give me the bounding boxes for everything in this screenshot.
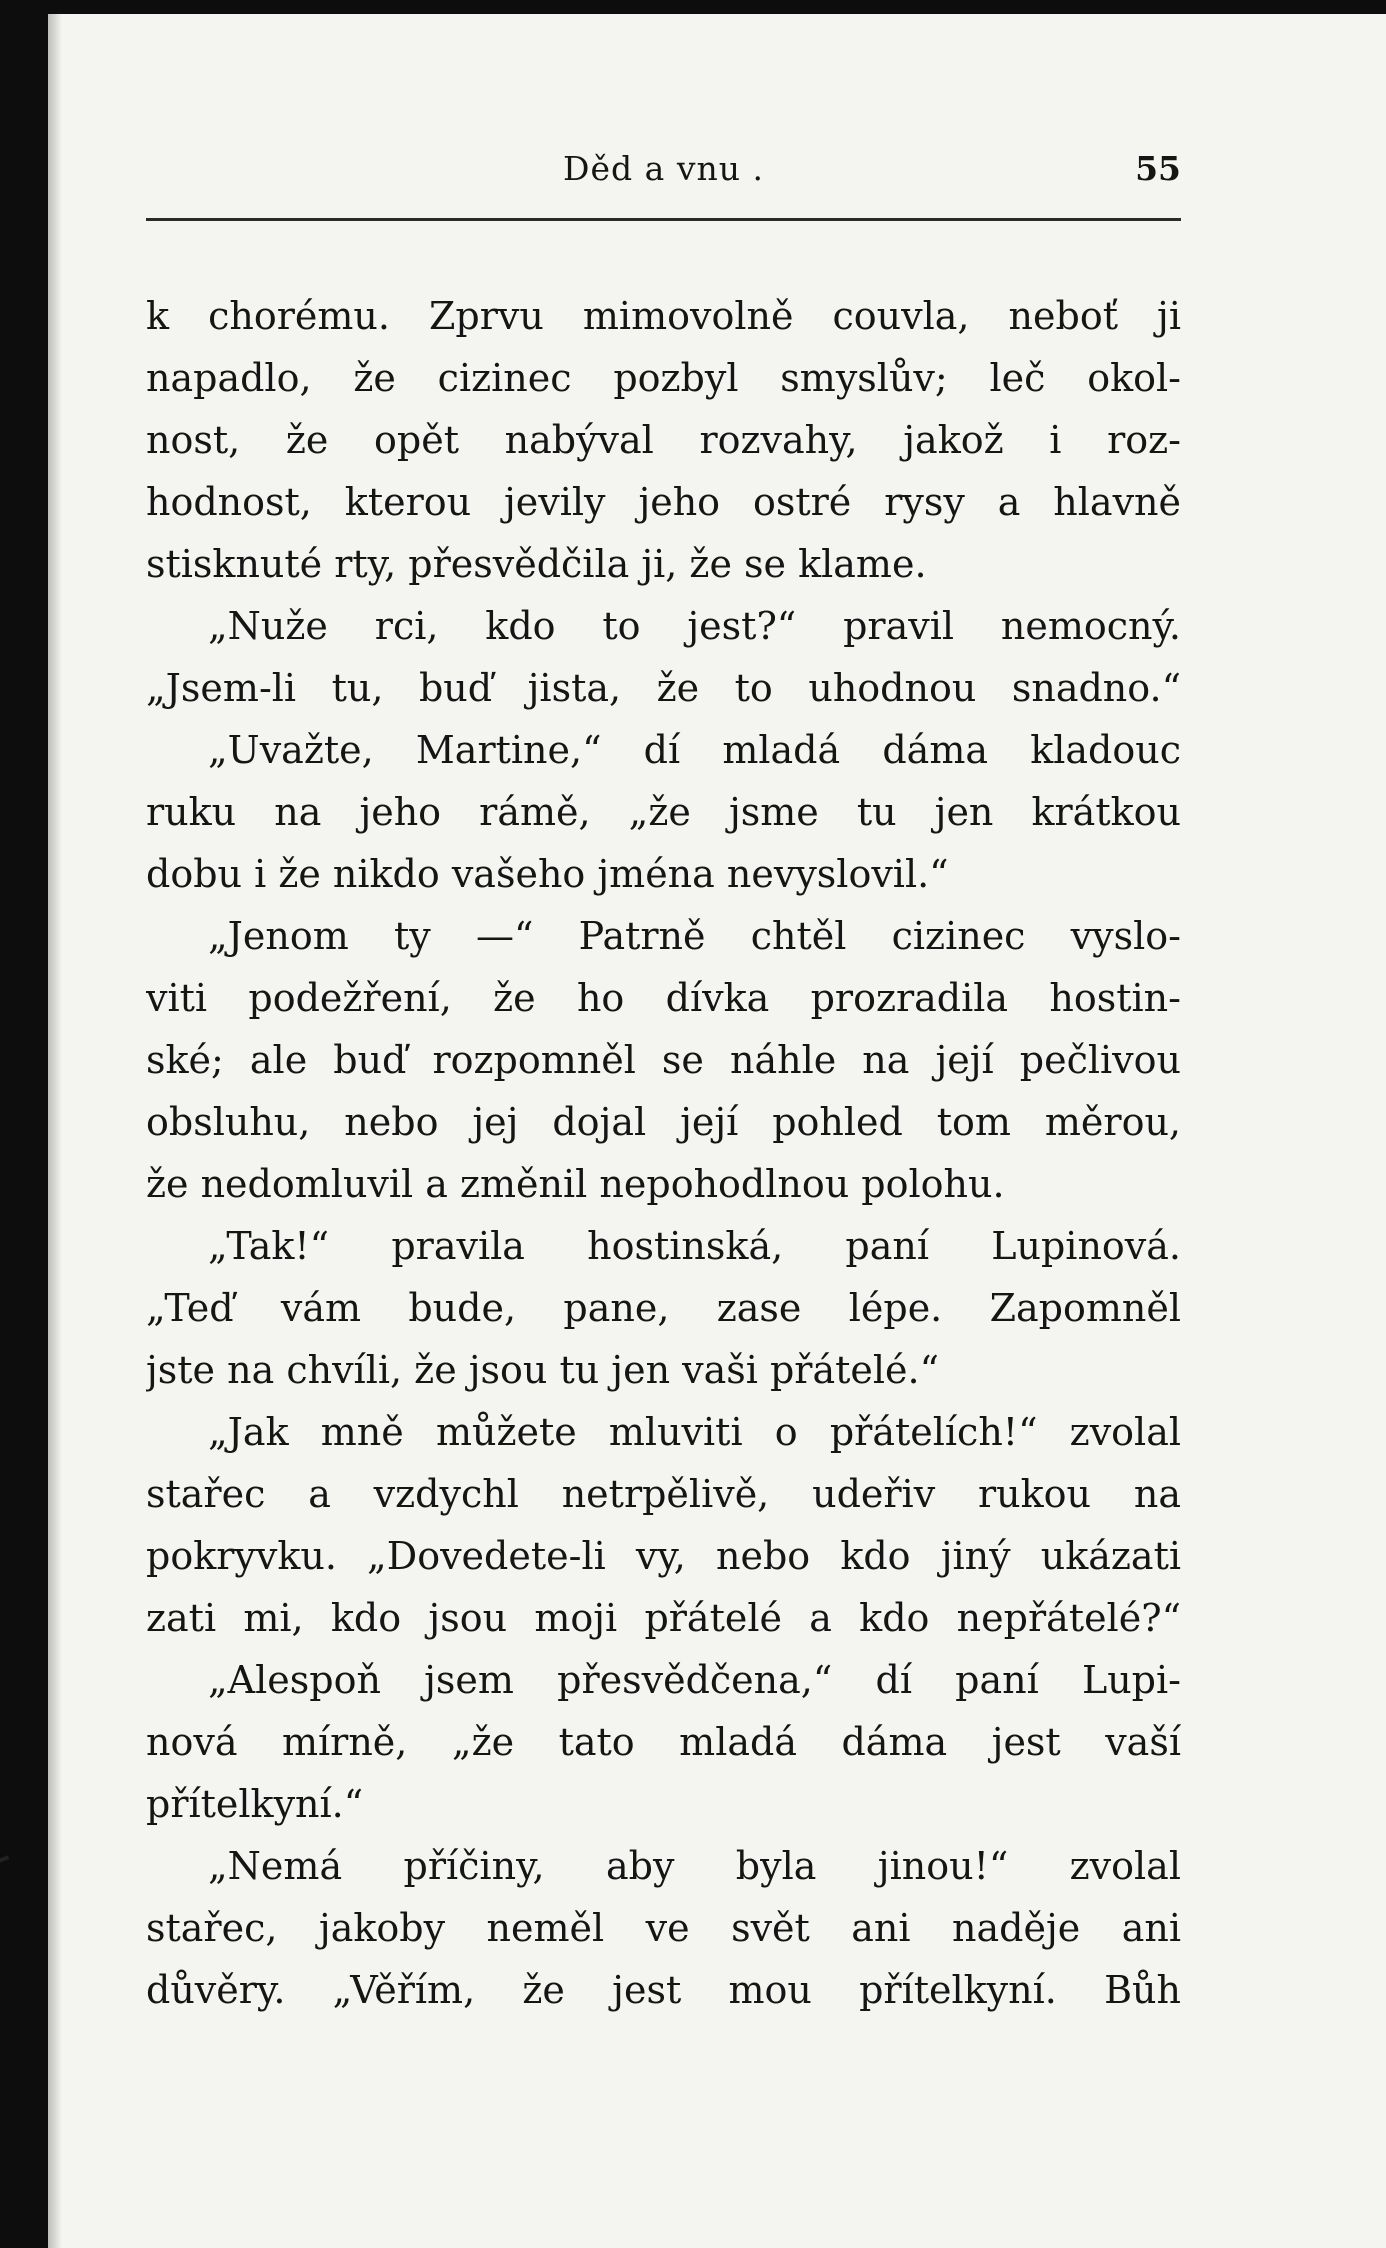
text-line: k chorému. Zprvu mimovolně couvla, neboť ji <box>146 294 1181 338</box>
text-line: přítelkyní.“ <box>146 1782 364 1826</box>
text-line: stařec a vzdychl netrpělivě, udeřiv rukou na <box>146 1472 1181 1516</box>
text-line: „Jenom ty —“ Patrně chtěl cizinec vyslo- <box>208 914 1181 958</box>
text-line: nová mírně, „že tato mladá dáma jest vaší <box>146 1720 1181 1764</box>
page-number: 55 <box>1135 149 1181 188</box>
text-line: „Alespoň jsem přesvědčena,“ dí paní Lupi- <box>208 1658 1181 1702</box>
text-line: „Nuže rci, kdo to jest?“ pravil nemocný. <box>208 604 1181 648</box>
text-line: stařec, jakoby neměl ve svět ani naděje ani <box>146 1906 1181 1950</box>
text-line: pokryvku. „Dovedete-li vy, nebo kdo jiný ukázati <box>146 1534 1181 1578</box>
page-header <box>146 147 1181 207</box>
text-line: ruku na jeho rámě, „že jsme tu jen krátkou <box>146 790 1181 834</box>
text-line: jste na chvíli, že jsou tu jen vaši přátelé.“ <box>146 1348 940 1392</box>
text-line: že nedomluvil a změnil nepohodlnou polohu. <box>146 1162 1005 1206</box>
text-line: nost, že opět nabýval rozvahy, jakož i roz- <box>146 418 1181 462</box>
body-text <box>146 285 1181 2021</box>
text-line: ské; ale buď rozpomněl se náhle na její pečlivou <box>146 1038 1181 1082</box>
text-line: obsluhu, nebo jej dojal její pohled tom měrou, <box>146 1100 1181 1144</box>
text-line: dobu i že nikdo vašeho jména nevyslovil.“ <box>146 852 949 896</box>
text-line: zati mi, kdo jsou moji přátelé a kdo nepřátelé?“ <box>146 1596 1181 1640</box>
text-line: „Nemá příčiny, aby byla jinou!“ zvolal <box>208 1844 1181 1888</box>
page-edge-shadow <box>48 14 62 2248</box>
text-line: napadlo, že cizinec pozbyl smyslův; leč okol- <box>146 356 1181 400</box>
text-line: „Tak!“ pravila hostinská, paní Lupinová. <box>208 1224 1181 1268</box>
text-line: viti podežření, že ho dívka prozradila hostin- <box>146 976 1181 1020</box>
header-rule <box>146 218 1181 221</box>
text-line: „Teď vám bude, pane, zase lépe. Zapomněl <box>146 1286 1181 1330</box>
text-line: „Jak mně můžete mluviti o přátelích!“ zvolal <box>208 1410 1181 1454</box>
text-line: hodnost, kterou jevily jeho ostré rysy a hlavně <box>146 480 1181 524</box>
margin-mark <box>0 1855 9 1864</box>
running-title: Děd a vnu . <box>563 149 764 188</box>
text-line: „Uvažte, Martine,“ dí mladá dáma kladouc <box>208 728 1181 772</box>
text-line: „Jsem-li tu, buď jista, že to uhodnou snadno.“ <box>146 666 1181 710</box>
text-line: stisknuté rty, přesvědčila ji, že se klame. <box>146 542 927 586</box>
text-line: důvěry. „Věřím, že jest mou přítelkyní. Bůh <box>146 1968 1181 2012</box>
